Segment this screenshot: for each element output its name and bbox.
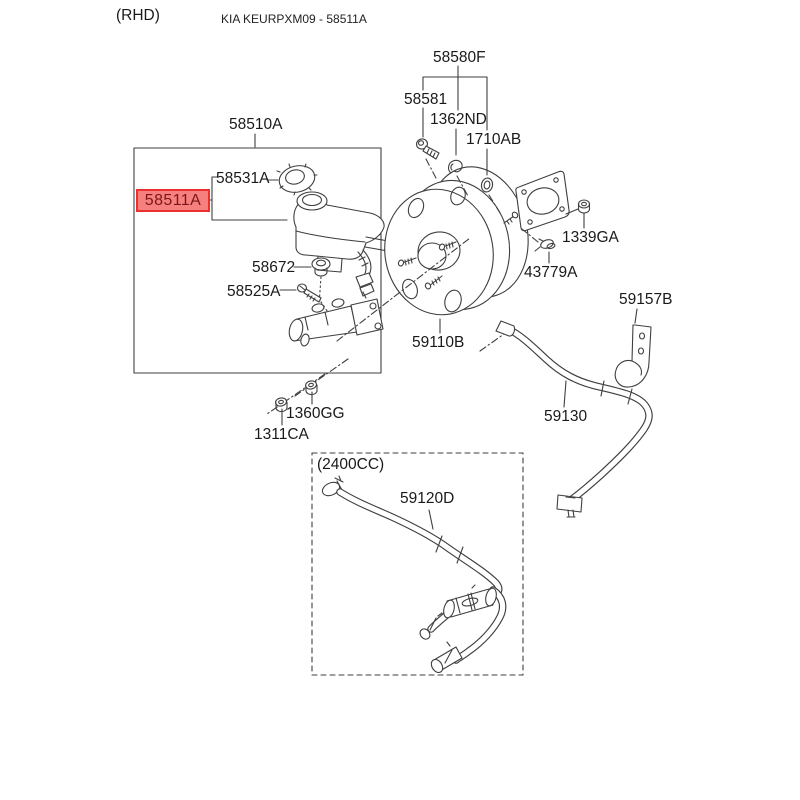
part-label-58510A[interactable]: 58510A xyxy=(229,116,283,133)
part-label-1339GA[interactable]: 1339GA xyxy=(562,229,619,246)
part-label-59130[interactable]: 59130 xyxy=(544,408,588,425)
reservoir-icon xyxy=(294,192,393,298)
bracket-59157B-icon xyxy=(615,309,651,387)
gasket-icon xyxy=(516,171,578,230)
part-label-58511A-selected[interactable]: 58511A xyxy=(136,189,210,212)
part-label-1360GG[interactable]: 1360GG xyxy=(286,405,345,422)
part-label-1710AB[interactable]: 1710AB xyxy=(466,131,522,148)
reservoir-cap-icon xyxy=(267,162,318,196)
engine-variant-box xyxy=(312,453,523,675)
nut-1339GA-icon xyxy=(579,200,590,228)
part-label-58580F[interactable]: 58580F xyxy=(433,49,486,66)
part-label-58525A[interactable]: 58525A xyxy=(227,283,281,300)
nut-1360GG-icon xyxy=(305,380,317,404)
part-label-59157B[interactable]: 59157B xyxy=(619,291,673,308)
engine-variant-caption: (2400CC) xyxy=(317,456,385,473)
part-label-59110B[interactable]: 59110B xyxy=(412,334,465,351)
part-label-58581[interactable]: 58581 xyxy=(404,91,448,108)
master-cylinder-icon xyxy=(287,298,383,347)
part-label-59120D[interactable]: 59120D xyxy=(400,490,455,507)
catalog-title: KIA KEURPXM09 - 58511A xyxy=(221,12,367,26)
drive-type-label: (RHD) xyxy=(116,7,160,24)
part-label-1311CA[interactable]: 1311CA xyxy=(254,426,309,443)
part-label-58672[interactable]: 58672 xyxy=(252,259,296,276)
part-label-43779A[interactable]: 43779A xyxy=(524,264,578,281)
brake-booster-icon xyxy=(375,156,542,333)
part-label-1362ND[interactable]: 1362ND xyxy=(430,111,487,128)
part-label-58531A[interactable]: 58531A xyxy=(216,170,270,187)
